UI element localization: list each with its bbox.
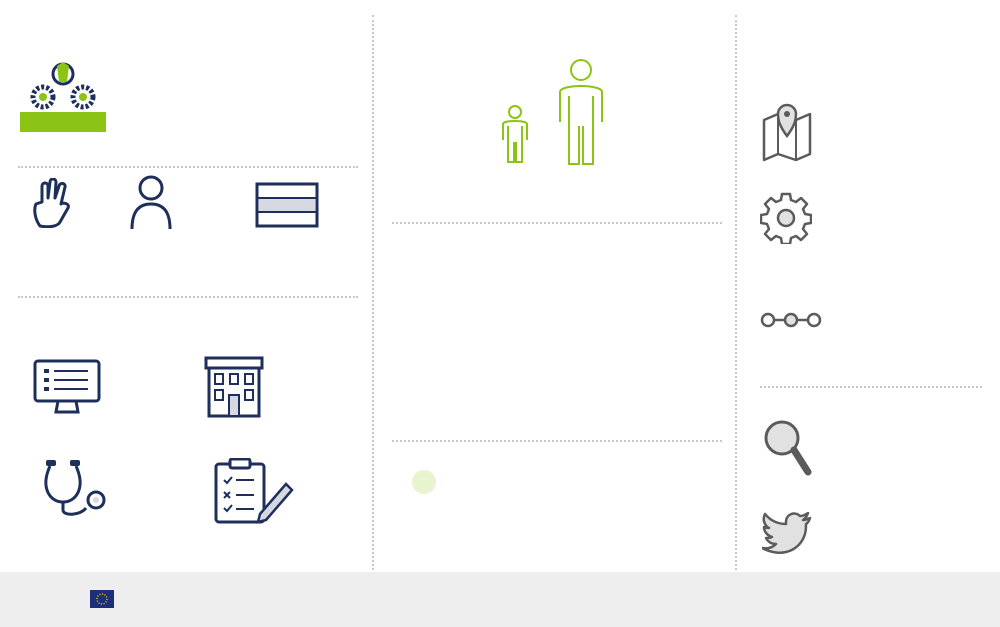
- hand-icon: [30, 178, 74, 228]
- funding-footer: [0, 572, 1000, 627]
- computer-icon: [32, 358, 102, 416]
- stethoscope-icon: [40, 458, 110, 520]
- connected-nodes-icon: [760, 308, 822, 332]
- section-divider-2: [18, 296, 358, 298]
- clipboard-checklist-icon: [212, 458, 296, 524]
- strategy-2: [180, 424, 336, 437]
- person-icon: [128, 174, 174, 230]
- person-2050-icon: [554, 58, 608, 166]
- eu-stars-icon: [396, 454, 452, 510]
- strategy-1-text: [24, 426, 134, 437]
- person-2015-icon: [497, 104, 533, 164]
- strategy-2-text: [186, 426, 336, 437]
- column-divider-right: [735, 15, 737, 570]
- gear-icon: [760, 192, 812, 244]
- strategy-3: [18, 530, 162, 532]
- flag-icon: [255, 182, 319, 230]
- section-divider-1: [18, 166, 358, 168]
- section-divider-mid-2: [392, 440, 722, 442]
- twitter-icon: [762, 512, 812, 554]
- map-pin-icon: [760, 96, 814, 162]
- mopead-logo: [20, 60, 106, 136]
- section-divider-mid-1: [392, 222, 722, 224]
- logo-wordmark: [20, 112, 106, 132]
- section-divider-right: [760, 386, 982, 388]
- eu-flag-icon: [90, 590, 114, 608]
- column-divider-left: [372, 15, 374, 570]
- clinic-building-icon: [203, 355, 265, 419]
- strategy-1: [18, 424, 134, 437]
- strategy-4: [180, 530, 346, 532]
- magnifier-icon: [762, 418, 812, 478]
